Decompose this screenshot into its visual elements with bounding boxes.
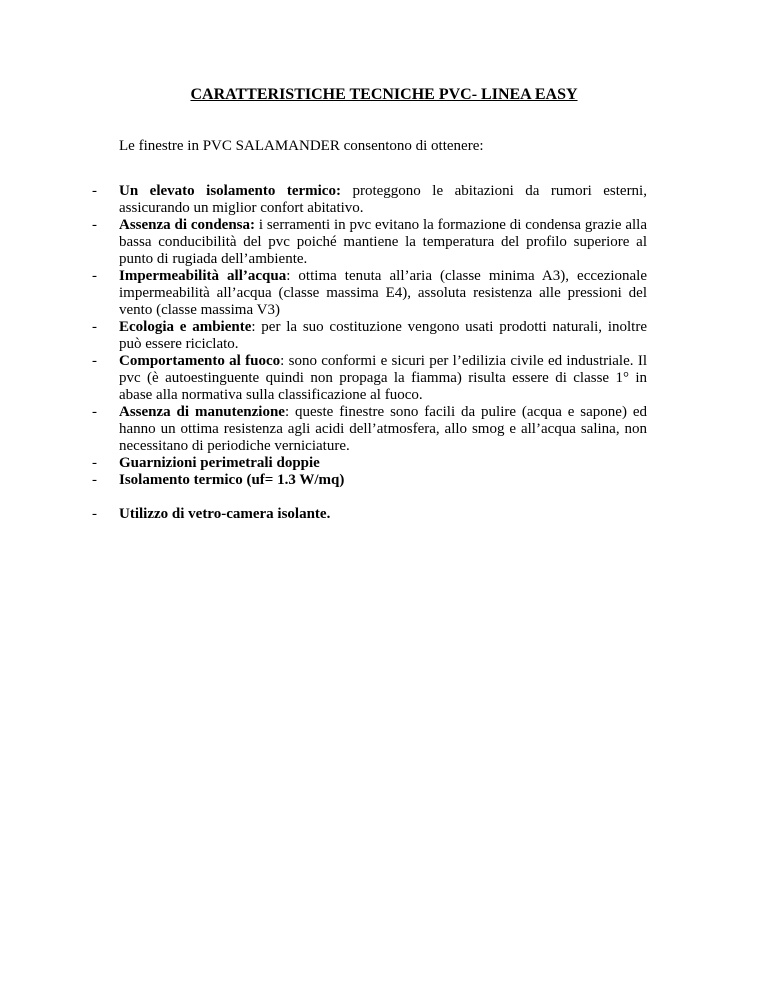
list-item: [92, 217, 647, 268]
bullet-dash: -: [92, 319, 97, 335]
list-item: [92, 183, 647, 217]
list-item: [92, 472, 647, 489]
bullet-dash: -: [92, 404, 97, 420]
item-text: proteggono le abitazioni da rumori esterni, assicurando un miglior confort abitativo.: [119, 183, 647, 216]
list-item: [92, 353, 647, 404]
list-item: [92, 268, 647, 319]
features-list: [92, 183, 647, 523]
item-text: : per la suo costituzione vengono usati prodotti naturali, inoltre può essere riciclato.: [119, 319, 647, 352]
item-heading: Comportamento al fuoco: [119, 353, 281, 369]
item-heading: Assenza di condensa:: [119, 217, 256, 233]
list-item: [92, 404, 647, 455]
list-item: [92, 506, 647, 523]
item-text: : queste finestre sono facili da pulire (acqua e sapone) ed hanno un ottima resistenza agli acidi dell’atmosfera, allo smog e all’acqua salina, non necessitano di periodiche verniciature.: [119, 404, 647, 454]
item-heading: Utilizzo di vetro-camera isolante.: [119, 506, 331, 522]
bullet-dash: -: [92, 217, 97, 233]
item-heading: Assenza di manutenzione: [119, 404, 285, 420]
item-heading: Isolamento termico (uf= 1.3 W/mq): [119, 472, 345, 488]
item-text: : sono conformi e sicuri per l’edilizia civile ed industriale. Il pvc (è autoestinguente quindi non propaga la fiamma) risulta essere di classe 1° in abase alla normativa sulla classificazione al fuoco.: [119, 353, 647, 403]
item-heading: Un elevato isolamento termico:: [119, 183, 341, 199]
intro-text: Le finestre in PVC SALAMANDER consentono di ottenere:: [119, 138, 484, 154]
item-text: i serramenti in pvc evitano la formazione di condensa grazie alla bassa conducibilità del pvc poiché mantiene la temperatura del profilo superiore al punto di rugiada dell’ambiente.: [119, 217, 647, 267]
item-heading: Guarnizioni perimetrali doppie: [119, 455, 320, 471]
bullet-dash: -: [92, 506, 97, 522]
item-heading: Impermeabilità all’acqua: [119, 268, 287, 284]
list-item: [92, 455, 647, 472]
bullet-dash: -: [92, 472, 97, 488]
item-text: : ottima tenuta all’aria (classe minima A3), eccezionale impermeabilità all’acqua (classe massima E4), assoluta resistenza alle pressioni del vento (classe massima V3): [119, 268, 647, 318]
bullet-dash: -: [92, 268, 97, 284]
bullet-dash: -: [92, 353, 97, 369]
item-heading: Ecologia e ambiente: [119, 319, 252, 335]
bullet-dash: -: [92, 183, 97, 199]
document-title: CARATTERISTICHE TECNICHE PVC- LINEA EASY: [190, 86, 578, 103]
bullet-dash: -: [92, 455, 97, 471]
list-item: [92, 319, 647, 353]
